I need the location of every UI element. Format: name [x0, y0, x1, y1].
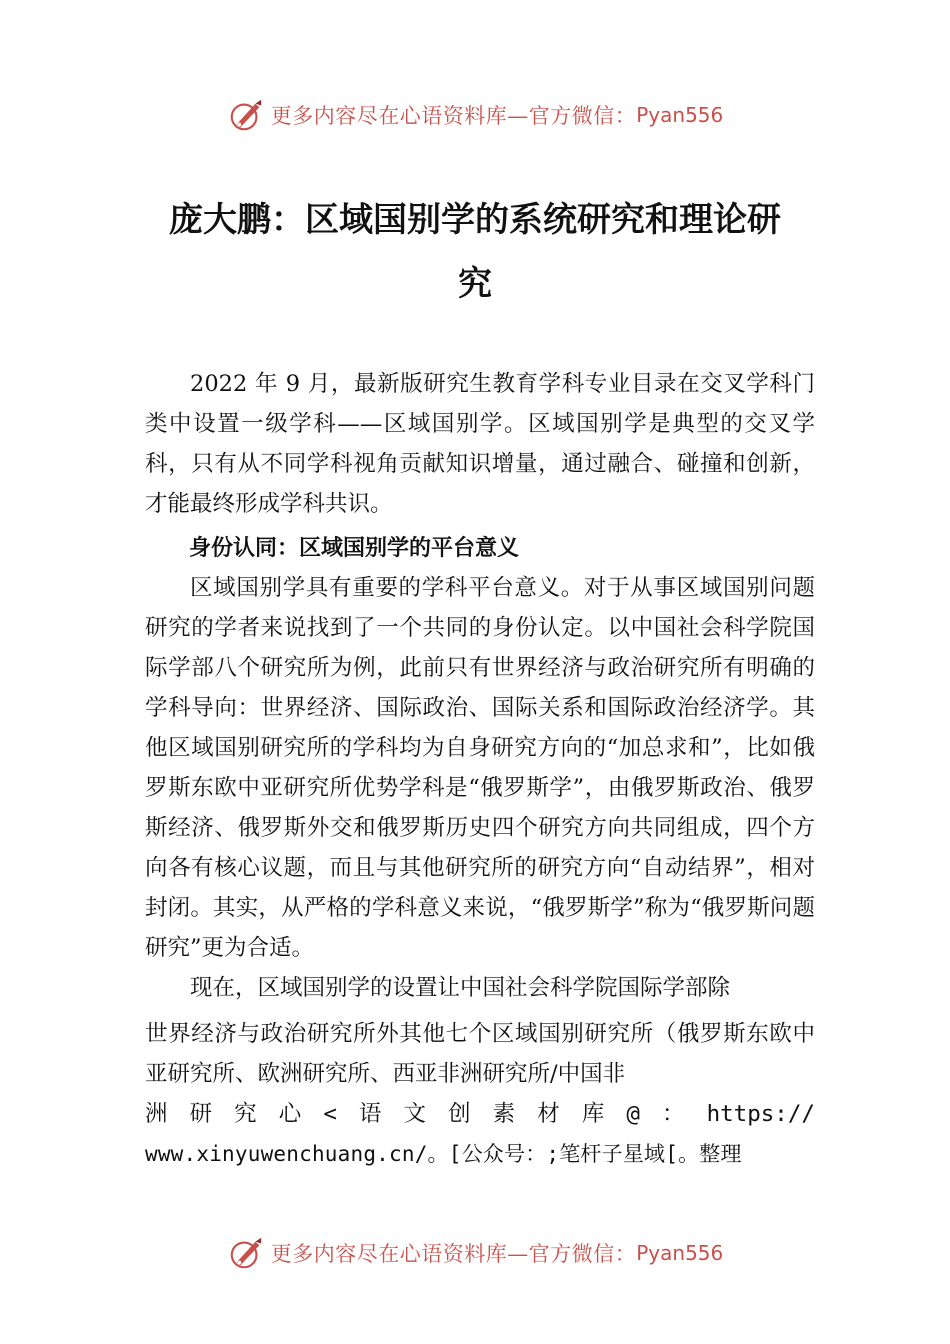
- spread-char: 材: [537, 1101, 560, 1127]
- spread-char: 语: [358, 1101, 382, 1127]
- spread-char: 心: [278, 1101, 302, 1127]
- spread-char: https://: [706, 1101, 815, 1127]
- pen-logo-icon: [227, 96, 265, 134]
- spread-char: 创: [448, 1101, 471, 1127]
- section-heading: 身份认同：区域国别学的平台意义: [189, 536, 520, 561]
- spread-char: ：: [662, 1101, 685, 1127]
- paragraph-3-body: 世界经济与政治研究所外其他七个区域国别研究所（俄罗斯东欧中亚研究所、欧洲研究所、西亚非洲研究所/中国非: [145, 1021, 815, 1087]
- intro-paragraph: 2022 年 9 月，最新版研究生教育学科专业目录在交叉学科门类中设置一级学科——区域国别学。区域国别学是典型的交叉学科，只有从不同学科视角贡献知识增量，通过融合、碰撞和创新，才能最终形成学科共识。: [145, 371, 815, 517]
- paragraph-3-spread-line: [145, 1094, 815, 1134]
- spread-char: <: [323, 1101, 337, 1127]
- banner-wechat-id: Pyan556: [636, 103, 724, 127]
- banner-text: 更多内容尽在心语资料库—官方微信：: [270, 104, 637, 128]
- spread-char: 文: [403, 1101, 427, 1127]
- spread-char: 库: [581, 1101, 605, 1127]
- paragraph-3-line-1: 现在，区域国别学的设置让中国社会科学院国际学部除: [190, 975, 731, 1001]
- document-title: [140, 188, 810, 316]
- banner-text: 更多内容尽在心语资料库—官方微信：: [270, 1242, 637, 1266]
- spread-char: 素: [492, 1101, 516, 1127]
- spread-char: 研: [189, 1101, 213, 1127]
- title-line-2: 究: [458, 264, 492, 304]
- footer-watermark-banner: [0, 1233, 950, 1273]
- pen-logo-icon: [227, 1234, 265, 1272]
- document-body: [145, 364, 815, 1174]
- section-paragraph: 区域国别学具有重要的学科平台意义。对于从事区域国别问题研究的学者来说找到了一个共同的身份认定。以中国社会科学院国际学部八个研究所为例，此前只有世界经济与政治研究所有明确的学科导向：世界经济、国际政治、国际关系和国际政治经济学。其他区域国别研究所的学科均为自身研究方向的“加总求和”，比如俄罗斯东欧中亚研究所优势学科是“俄罗斯学”，由俄罗斯政治、俄罗斯经济、俄罗斯外交和俄罗斯历史四个研究方向共同组成，四个方向各有核心议题，而且与其他研究所的研究方向“自动结界”，相对封闭。其实，从严格的学科意义来说，“俄罗斯学”称为“俄罗斯问题研究”更为合适。: [145, 575, 815, 961]
- title-line-1: 庞大鹏：区域国别学的系统研究和理论研: [169, 200, 781, 240]
- banner-wechat-id: Pyan556: [636, 1241, 724, 1265]
- header-watermark-banner: [0, 95, 950, 135]
- spread-char: 究: [234, 1101, 257, 1127]
- spread-char: @: [626, 1101, 640, 1127]
- paragraph-3-last-line: www.xinyuwenchuang.cn/。[公众号：;笔杆子星域[。整理: [145, 1142, 742, 1166]
- spread-char: 洲: [145, 1101, 168, 1127]
